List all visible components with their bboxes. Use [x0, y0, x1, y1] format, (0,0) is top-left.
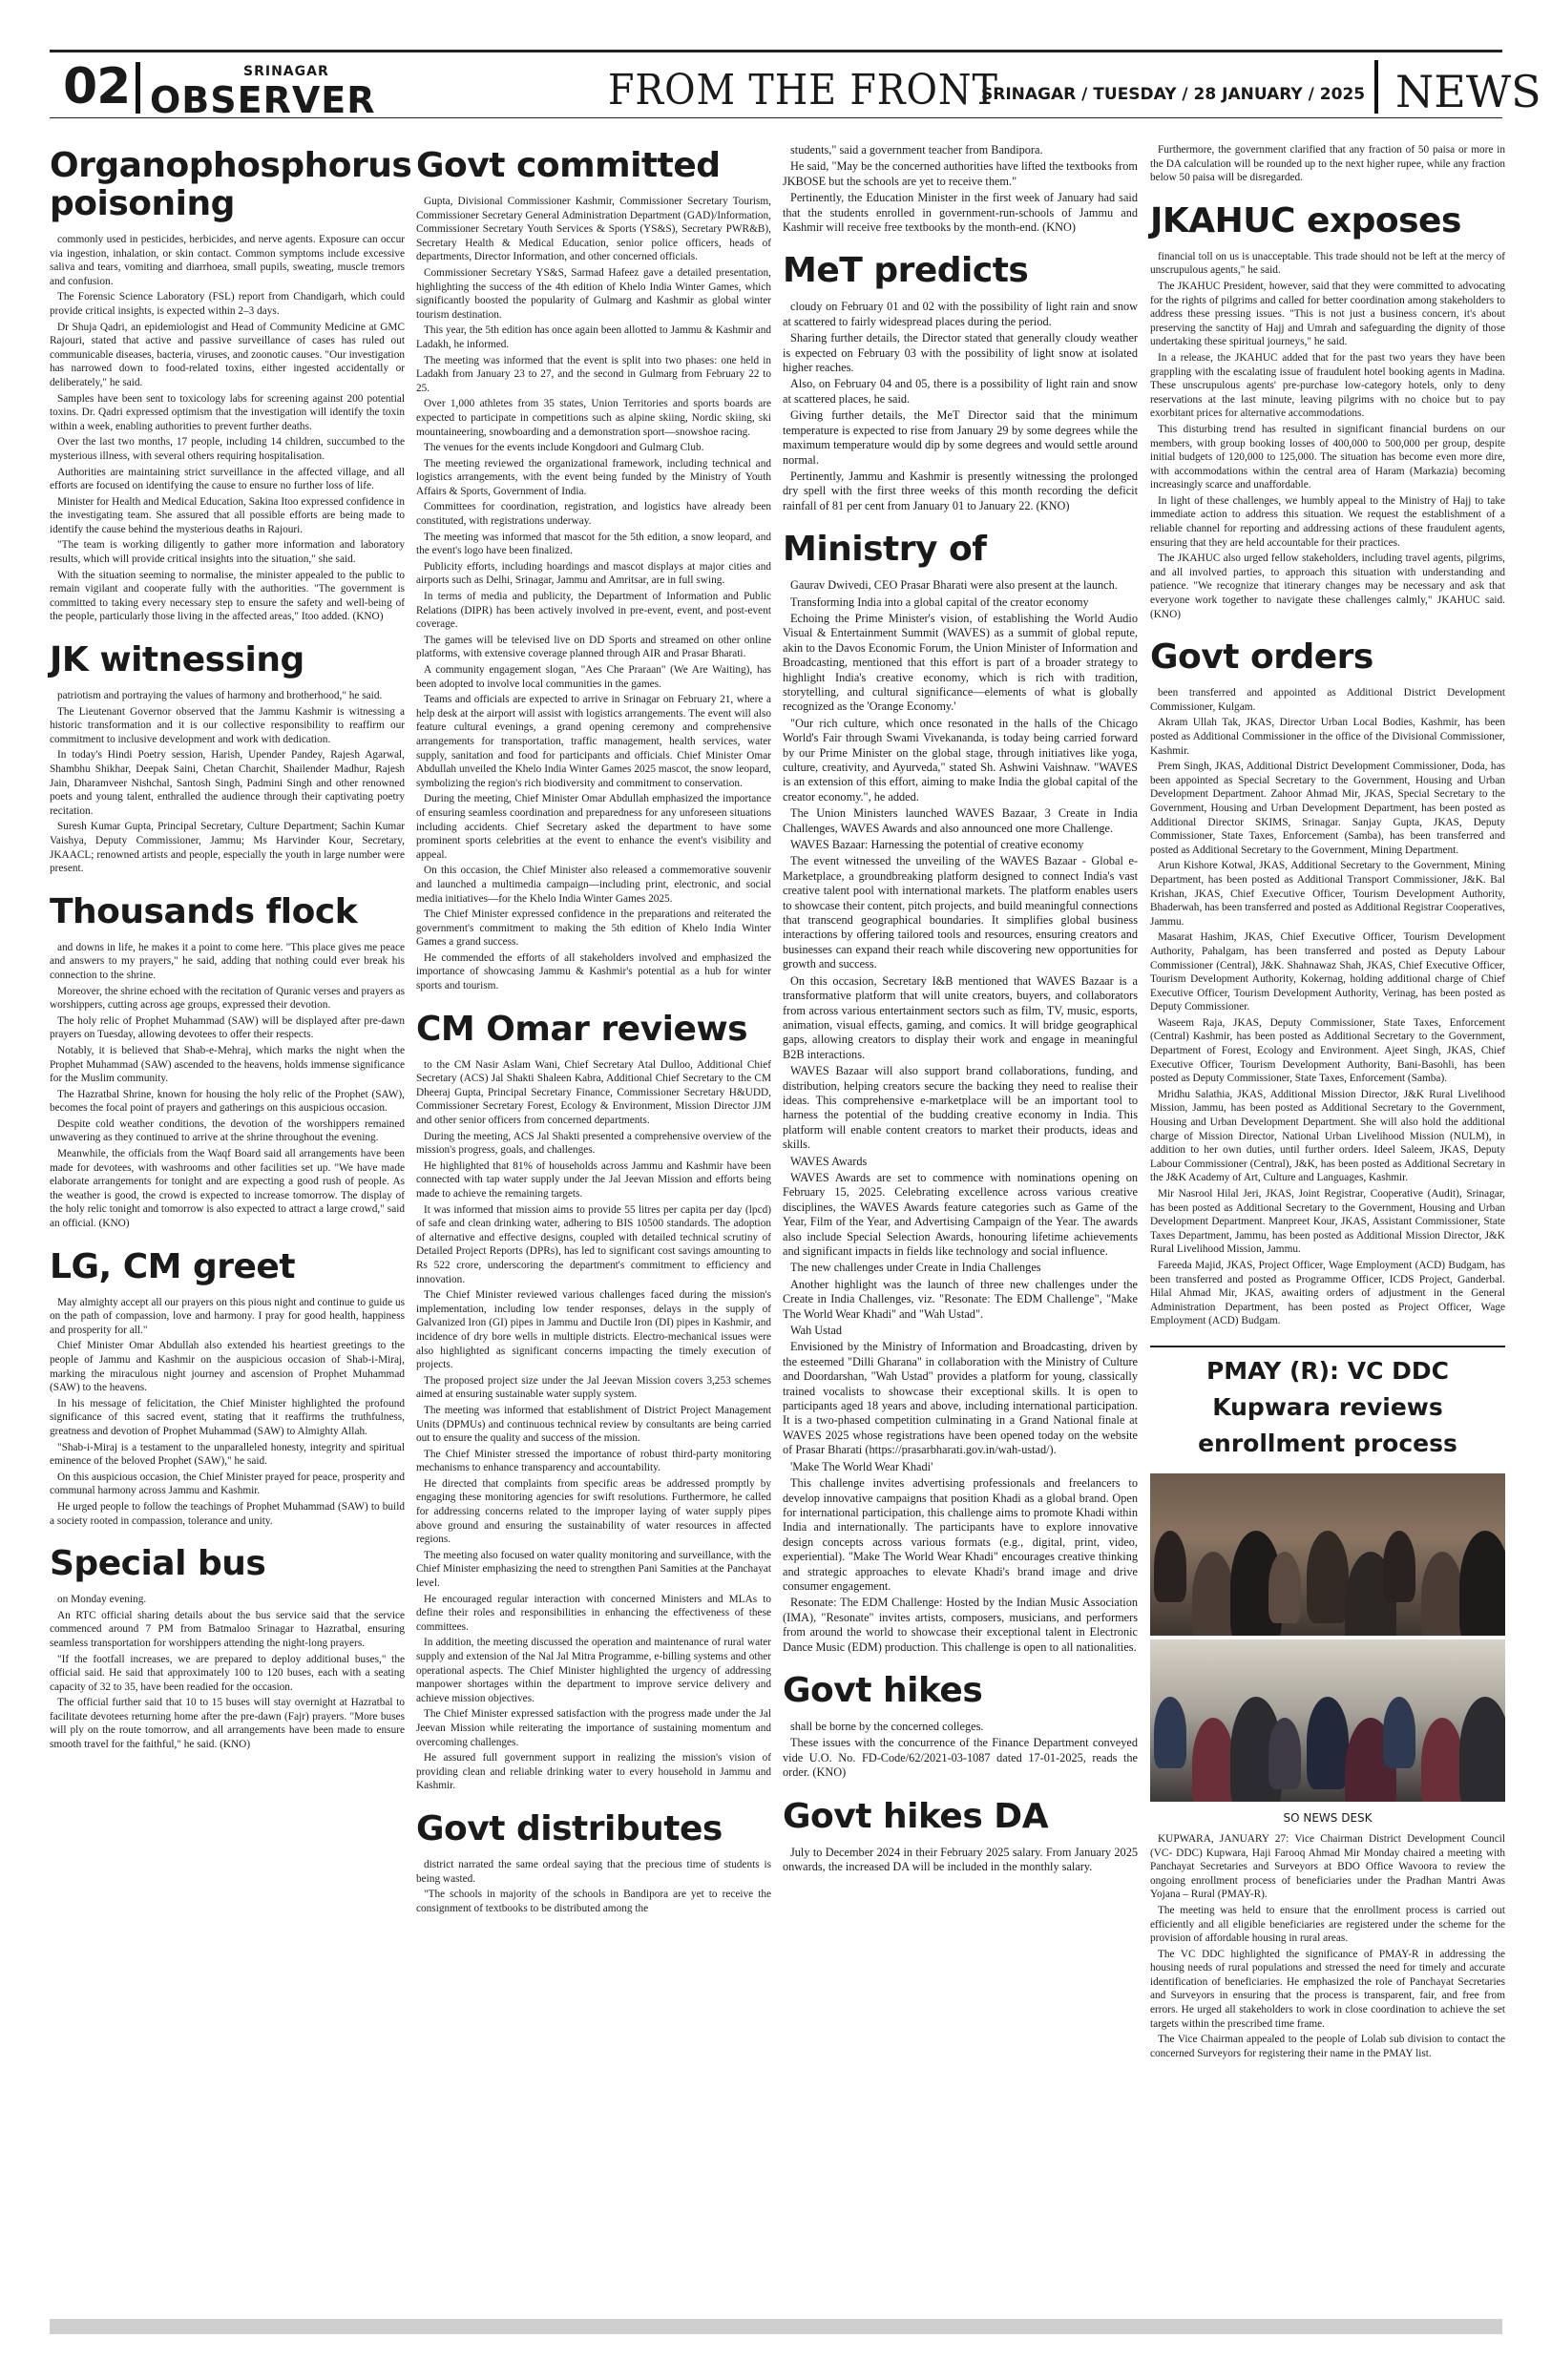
- paragraph: The venues for the events include Kongdoori and Gulmarg Club.: [424, 442, 704, 454]
- footer-bar: [50, 2319, 1502, 2334]
- person-figure: [1383, 1531, 1415, 1602]
- paragraph: patriotism and portraying the values of harmony and brotherhood," he said.: [57, 690, 383, 702]
- person-figure: [1459, 1531, 1505, 1636]
- person-figure: [1421, 1552, 1463, 1636]
- paragraph: "If the footfall increases, we are prepared to deploy additional buses," the official said. He said that approximately 100 to 120 buses, each with a seating capacity of 32 to 35, have been readied for the occasion.: [50, 1653, 405, 1693]
- paragraph: The official further said that 10 to 15 buses will stay overnight at Hazratbal to facilitate devotees returning home after the pre-dawn (Fajr) prayers. "More buses will ply on the route tomorrow, and all arrangements have been made to ensure smooth travel for the faithful," he said. (KNO): [50, 1697, 405, 1751]
- paragraph: Over 1,000 athletes from 35 states, Union Territories and sports boards are expected to participate in competitions such as alpine skiing, Nordic skiing, ski mountaineering, snowboarding and a demonstration sport—snowshoe racing.: [416, 398, 771, 438]
- paragraph: The meeting reviewed the organizational framework, including technical and logistics arrangements, with the event being funded by the Ministry of Youth Affairs & Sports, Government of India.: [416, 457, 771, 497]
- paragraph: In today's Hindi Poetry session, Harish, Upender Pandey, Rajesh Agarwal, Shambhu Shikhar, Deepak Saini, Chetan Charchit, Shailender Madhur, Rajesh Jain, Dharamveer Nishchal, Santosh Singh, Padmini Singh and other renowned poets and young talent, enthralled the audience through their captivating poetry recitation.: [50, 749, 405, 817]
- paragraph: Also, on February 04 and 05, there is a possibility of light rain and snow at scattered places, he said.: [783, 377, 1138, 406]
- story-lg-cm-greet: [50, 1248, 405, 1529]
- paragraph: He highlighted that 81% of households across Jammu and Kashmir have been connected with tap water supply under the Jal Jeevan Mission and efforts being made to achieve the remaining targets.: [416, 1159, 771, 1200]
- paragraph: Moreover, the shrine echoed with the recitation of Quranic verses and prayers as worshippers, cutting across age groups, expressed their devotion.: [50, 985, 405, 1012]
- headline: MeT predicts: [783, 251, 1029, 291]
- paragraph: With the situation seeming to normalise, the minister appealed to the public to remain vigilant and cooperate fully with the authorities. "The government is committed to taking every necessary step to ensure the safety and well-being of the people, particularly those living in the affected areas," Itoo added. (KNO): [50, 569, 405, 623]
- paragraph: Despite cold weather conditions, the devotion of the worshippers remained unwavering as they continued to arrive at the shrine throughout the evening.: [50, 1117, 405, 1144]
- story-special-bus: [50, 1545, 405, 1752]
- paragraph: KUPWARA, JANUARY 27: Vice Chairman District Development Council (VC- DDC) Kupwara, Haji Farooq Ahmad Mir Monday chaired a meeting with Panchayat Secretaries and Surveyors at BDO Office Wavoora to review the ongoing enrollment process of beneficiaries under the Pradhan Mantri Awas Yojana – Rural (PMAY-R).: [1150, 1832, 1505, 1901]
- paragraph: He encouraged regular interaction with concerned Ministers and MLAs to define their roles and responsibilities in enhancing the effectiveness of these committees.: [416, 1593, 771, 1633]
- paragraph: Samples have been sent to toxicology labs for screening against 200 potential toxins. Dr. Qadri expressed optimism that the investigation will identify the toxin within a week, enabling authorities to prevent further deaths.: [50, 392, 405, 432]
- paragraph: Envisioned by the Ministry of Information and Broadcasting, driven by the esteemed "Dilli Gharana" in collaboration with the Ministry of Culture and Doordarshan, "Wah Ustad" provides a platform for young, classically trained vocalists to showcase their exceptional skills. It is open to participants aged 18 years and above, including international participation. It is a two-phased competition culminating in a Grand National finale at WAVES 2025 whose registrations have been opened today on the website of Prasar Bharati (https://prasarbharati.gov.in/wah-ustad/).: [783, 1340, 1138, 1457]
- paragraph: In a release, the JKAHUC added that for the past two years they have been grappling with the escalating issue of fraudulent hotel booking agents in Madina. These unscrupulous agents' pre-purchase low-category hotels, only to deny reservations at the last minute, leaving pilgrims with no choice but to pay exorbitant prices for alternative accommodations.: [1150, 351, 1505, 420]
- story-govt-distributes: [416, 1810, 771, 1915]
- paragraph: On this auspicious occasion, the Chief Minister prayed for peace, prosperity and communal harmony across Jammu and Kashmir.: [50, 1471, 405, 1497]
- headline: JKAHUC exposes: [1150, 200, 1461, 240]
- headline: Thousands flock: [50, 891, 358, 931]
- headline: Ministry of: [783, 530, 987, 570]
- paragraph: Commissioner Secretary YS&S, Sarmad Hafeez gave a detailed presentation, highlighting the success of the 4th edition of Khelo India Winter Games, which significantly boosted the popularity of Gulmarg and Kashmir as global winter tourism destination.: [416, 266, 771, 321]
- headline: LG, CM greet: [50, 1246, 296, 1286]
- column-3: [783, 143, 1138, 1891]
- paragraph: The meeting also focused on water quality monitoring and surveillance, with the Chief Minister emphasizing the need to strengthen Pani Samities at the Panchayat level.: [416, 1549, 771, 1590]
- person-figure: [1268, 1552, 1301, 1623]
- paragraph: He assured full government support in realizing the mission's vision of providing clean and reliable drinking water to every household in Jammu and Kashmir.: [416, 1752, 771, 1792]
- paragraph: Akram Ullah Tak, JKAS, Director Urban Local Bodies, Kashmir, has been posted as Additional Commissioner in the office of the Divisional Commissioner, Kashmir.: [1150, 717, 1505, 757]
- paragraph: Masarat Hashim, JKAS, Chief Executive Officer, Tourism Development Authority, Pahalgam, has been transferred and posted as Deputy Labour Commissioner (Central), J&K. Shahnawaz Shah, JKAS, Chief Executive Officer, Tourism Development Authority, Kokernag, holding additional charge of Chief Executive Officer, Tourism Development Authority, Verinag, has been posted as Deputy Commissioner.: [1150, 931, 1505, 1013]
- paragraph: The event witnessed the unveiling of the WAVES Bazaar - Global e-Marketplace, a groundbreaking platform designed to connect India's vast creative talent pool with international markets. The platform enables users to showcase their content, pitch projects, and build meaningful connections that transcend geographical boundaries. It simplifies global business interactions by offering tailored tools and resources, ensuring creators and businesses can expand their reach while discovering new opportunities for growth and success.: [783, 854, 1138, 971]
- paragraph: Pertinently, Jammu and Kashmir is presently witnessing the prolonged dry spell with the first three weeks of this month recording the deficit rainfall of 81 per cent from January 01 to January 22. (KNO): [783, 469, 1138, 512]
- paragraph: The Forensic Science Laboratory (FSL) report from Chandigarh, which could provide critical insights, is expected within 2–3 days.: [50, 291, 405, 317]
- paragraph: He said, "May be the concerned authorities have lifted the textbooks from JKBOSE but the schools are yet to receive them.": [783, 159, 1138, 188]
- paragraph: Arun Kishore Kotwal, JKAS, Additional Secretary to the Government, Mining Department, has been posted as Additional Transport Commissioner, J&K. Bal Krishan, JKAS, Chief Executive Officer, Tourism Development Authority, Bhaderwah, has been transferred and posted as Additional Registrar Cooperatives, Jammu.: [1150, 860, 1505, 928]
- paragraph: The games will be televised live on DD Sports and streamed on other online platforms, with extensive coverage planned through AIR and Prasar Bharati.: [416, 634, 771, 660]
- logo-city: SRINAGAR: [243, 64, 329, 79]
- paragraph: These issues with the concurrence of the Finance Department conveyed vide U.O. No. FD-Code/62/2021-03-1087 dated 17-01-2025, reads the order. (KNO): [783, 1736, 1138, 1780]
- logo-name: OBSERVER: [150, 79, 376, 121]
- paragraph: He urged people to follow the teachings of Prophet Muhammad (SAW) to build a society rooted in compassion, tolerance and unity.: [50, 1500, 405, 1527]
- paragraph: commonly used in pesticides, herbicides, and nerve agents. Exposure can occur via ingestion, inhalation, or skin contact. Common symptoms include excessive saliva and tears, vomiting and diarrhoea, small pupils, sweating, muscle tremors and confusion.: [50, 234, 405, 287]
- page-number: 02: [63, 58, 131, 115]
- headline: Govt hikes: [783, 1670, 983, 1710]
- paragraph: WAVES Bazaar will also support brand collaborations, funding, and distribution, helping creators secure the backing they need to realise their ideas. This comprehensive e-marketplace will be an important tool to harness the potential of the budding creative economy in India. This platform will enable content creators to market their products, ideas and skills.: [783, 1064, 1138, 1152]
- paragraph: and downs in life, he makes it a point to come here. "This place gives me peace and answers to my prayers," he said, adding that nothing could ever break his connection to the shrine.: [50, 941, 405, 981]
- paragraph: Dr Shuja Qadri, an epidemiologist and Head of Community Medicine at GMC Rajouri, stated that active and passive surveillance of cases has ruled out communicable diseases, bacteria, viruses, and zoonotic causes. "Our investigation has narrowed down to food-related toxins, either ingested accidentally or deliberately," he said.: [50, 321, 405, 388]
- paragraph: Teams and officials are expected to arrive in Srinagar on February 21, where a help desk at the airport will assist with logistics arrangements. The event will also feature cultural evenings, a grand opening ceremony and comprehensive arrangements for transportation, traffic management, health services, water supply, sanitation and food for participants and officials. Chief Minister Omar Abdullah unveiled the Khelo India Winter Games 2025 mascot, the snow leopard, symbolizing the region's rich biodiversity and commitment to conservation.: [416, 694, 771, 789]
- masthead-divider: [136, 62, 140, 114]
- headline: CM Omar reviews: [416, 1009, 748, 1049]
- paragraph: "Shab-i-Miraj is a testament to the unparalleled honesty, integrity and spiritual eminence of the beloved Prophet (SAW)," he said.: [50, 1441, 405, 1468]
- paragraph: Authorities are maintaining strict surveillance in the affected village, and all efforts are focused on identifying the cause to ensure no further loss of life.: [50, 466, 405, 492]
- paragraph: "Our rich culture, which once resonated in the halls of the Chicago World's Fair through Swami Vivekananda, is today being carried forward by our Prime Minister on the global stage, through initiatives like yoga, culture, creativity, and Ayurveda," stated Sh. Ashwini Vaishnaw. "WAVES is an extension of this effort, aiming to make India the global capital of the creator economy.", he added.: [783, 716, 1138, 804]
- paragraph: Meanwhile, the officials from the Waqf Board said all arrangements have been made for devotees, with washrooms and other facilities set up. "We have made elaborate arrangements for tonight and are expecting a good rush of people. As the weather is good, the crowd is expected to increase tomorrow. The display of the holy relic tonight and tomorrow is also expected to attract a large crowd," said an official. (KNO): [50, 1148, 405, 1230]
- paragraph: The holy relic of Prophet Muhammad (SAW) will be displayed after pre-dawn prayers on Tuesday, allowing devotees to offer their respects.: [50, 1014, 405, 1041]
- paragraph: financial toll on us is unacceptable. This trade should not be left at the mercy of unscrupulous agents," he said.: [1150, 250, 1505, 277]
- paragraph: He commended the efforts of all stakeholders involved and emphasized the importance of showcasing Jammu & Kashmir's potential as a hub for winter sports and tourism.: [416, 951, 771, 992]
- paragraph: WAVES Awards are set to commence with nominations opening on February 15, 2025. Celebrating excellence across various creative disciplines, the WAVES Awards feature categories such as Game of the Year, Film of the Year, and Advertising Campaign of the Year. The awards also include Special Selection Awards, honouring lifetime achievements and significant impacts in fields like technology and social influence.: [783, 1170, 1138, 1258]
- paragraph: The Chief Minister expressed satisfaction with the progress made under the Jal Jeevan Mission while reiterating the importance of sustaining momentum and overcoming challenges.: [416, 1708, 771, 1748]
- story-govt-hikes-da: [783, 1798, 1138, 1875]
- person-figure: [1192, 1718, 1234, 1802]
- headline: Govt distributes: [416, 1808, 723, 1848]
- paragraph: July to December 2024 in their February 2025 salary. From January 2025 onwards, the increased DA will be included in the monthly salary.: [783, 1845, 1138, 1873]
- paragraph: In light of these challenges, we humbly appeal to the Ministry of Hajj to take immediate action to address this situation. We request the establishment of a reliable channel for reporting and addressing actions of these fraudulent agents, ensuring that they are held accountable for their practices.: [1150, 494, 1505, 549]
- paragraph: The JKAHUC also urged fellow stakeholders, including travel agents, pilgrims, and all involved parties, to approach this situation with understanding and patience. "We recognize that itinerary changes may be necessary and ask that everyone work together to navigate these challenges calmly," JKAHUC said. (KNO): [1150, 553, 1505, 620]
- paragraph: Gaurav Dwivedi, CEO Prasar Bharati were also present at the launch.: [790, 578, 1118, 593]
- headline: PMAY (R): VC DDC Kupwara reviews enrollment process: [1150, 1346, 1505, 1462]
- story-pmay-r-vc-ddc-kupwara-reviews-enrollment-process: [1150, 1346, 1505, 2061]
- person-figure: [1307, 1697, 1349, 1789]
- paragraph: Publicity efforts, including hoardings and mascot displays at major cities and airports such as Delhi, Srinagar, Jammu and Amritsar, are in full swing.: [416, 560, 771, 587]
- paragraph: Minister for Health and Medical Education, Sakina Itoo expressed confidence in the investigating team. She assured that all possible efforts are being made to identify the cause behind the mysterious deaths in Rajouri.: [50, 495, 405, 535]
- story-govt-orders: [1150, 638, 1505, 1328]
- story-govt-hikes: [783, 1672, 1138, 1781]
- person-figure: [1154, 1697, 1186, 1768]
- paragraph: "The team is working diligently to gather more information and laboratory results, which will provide critical insights into the situation," she said.: [50, 539, 405, 566]
- paragraph: A community engagement slogan, "Aes Che Praraan" (We Are Waiting), has been adopted to involve local communities in the games.: [416, 664, 771, 690]
- story-govt-committed: [416, 147, 771, 993]
- paragraph: Resonate: The EDM Challenge: Hosted by the Indian Music Association (IMA), "Resonate" invites artists, composers, musicians, and performers from around the world to showcase their exceptional talent in Electronic Dance Music (EDM) production. This challenge is open to all nationalities.: [783, 1596, 1138, 1654]
- paragraph: 'Make The World Wear Khadi': [790, 1459, 933, 1473]
- paragraph: WAVES Bazaar: Harnessing the potential of creative economy: [790, 838, 1084, 852]
- paragraph: The Lieutenant Governor observed that the Jammu Kashmir is witnessing a historic transformation and it is our collective responsibility to reaffirm our commitment to inclusive development and work with dedication.: [50, 705, 405, 745]
- paragraph: shall be borne by the concerned colleges.: [790, 1719, 984, 1733]
- person-figure: [1307, 1531, 1349, 1623]
- person-figure: [1154, 1531, 1186, 1602]
- paragraph: This disturbing trend has resulted in significant financial burdens on our members, with group booking losses of 400,000 to 500,000 per group, despite initial budgets of 120,000 to 125,000. The situation has become even more dire, with accommodations within the central area of Haram (Markazia) becoming increasingly scarce and unaffordable.: [1150, 423, 1505, 491]
- paragraph: The Hazratbal Shrine, known for housing the holy relic of the Prophet (SAW), becomes the focal point of prayers and gatherings on this auspicious occasion.: [50, 1088, 405, 1115]
- paragraph: to the CM Nasir Aslam Wani, Chief Secretary Atal Dulloo, Additional Chief Secretary (ACS) Jal Shakti Shaleen Kabra, Additional Chief Secretary to the CM Dheeraj Gupta, Principal Secretary Finance, Commissioner Secretary H&UDD, Commissioner Secretary Forest, Ecology & Environment, Mission Director JJM and other senior officers from concerned departments.: [416, 1058, 771, 1127]
- story-ministry-of: [783, 531, 1138, 1655]
- news-divider: [1374, 60, 1378, 114]
- story-thousands-flock: [50, 893, 405, 1231]
- paragraph: Furthermore, the government clarified that any fraction of 50 paisa or more in the DA calculation will be rounded up to the next higher rupee, while any fraction below 50 paisa will be disregarded.: [1150, 144, 1505, 184]
- paragraph: Pertinently, the Education Minister in the first week of January had said that the students enrolled in government-run-schools of Jammu and Kashmir will receive free textbooks by the month-end. (KNO): [783, 191, 1138, 235]
- paragraph: "The schools in majority of the schools in Bandipora are yet to receive the consignment of textbooks to be distributed among the: [416, 1889, 771, 1914]
- story-organophosphorus-poisoning: [50, 146, 412, 624]
- paragraph: The VC DDC highlighted the significance of PMAY-R in addressing the housing needs of rural populations and stressed the need for timely and accurate identification of beneficiaries. He emphasized the role of Panchayat Secretaries and Surveyors in ensuring that the process is transparent, fair, and free from errors. He urged all stakeholders to work in close coordination to achieve the set targets within the prescribed time frame.: [1150, 1948, 1505, 2030]
- paragraph: The Chief Minister expressed confidence in the preparations and reiterated the government's commitment to making the 5th edition of Khelo India Winter Games a grand success.: [416, 908, 771, 949]
- paragraph: In addition, the meeting discussed the operation and maintenance of rural water supply and extension of the Nal Jal Mitra Programme, e-billing systems and other operational aspects. The Chief Minister highlighted the urgency of addressing manpower shortages within the department to improve service delivery and achieve mission objectives.: [416, 1637, 771, 1704]
- paragraph: Echoing the Prime Minister's vision, of establishing the World Audio Visual & Entertainment Summit (WAVES) as a summit of global repute, akin to the Davos Economic Forum, the Union Minister of Information and Broadcasting, mentioned that this effort is part of a broader strategy to highlight India's creative economy, which is rich with tradition, storytelling, and cultural significance—elements of what is globally recognized as the 'Orange Economy.': [783, 611, 1138, 714]
- story-continued: [1150, 143, 1505, 185]
- paragraph: The JKAHUC President, however, said that they were committed to advocating for the rights of pilgrims and called for better coordination among stakeholders to address these pressing issues. "This is not just a business concern, it's about preserving the sanctity of Hajj and Umrah and safeguarding the dignity of those undertaking these spiritual journeys," he said.: [1150, 280, 1505, 348]
- column-1: [50, 143, 412, 1769]
- byline: SO NEWS DESK: [1283, 1810, 1373, 1825]
- paragraph: Over the last two months, 17 people, including 14 children, succumbed to the mysterious illness, with several others requiring hospitalisation.: [50, 436, 405, 462]
- paragraph: Fareeda Majid, JKAS, Project Officer, Wage Employment (ACD) Budgam, has been transferred and posted as Programme Officer, ICDS Project, Ganderbal. Hilal Ahmad Mir, JKAS, awaiting orders of adjustment in the General Administration Department, has been posted as Project Officer, Wage Employment (ACD) Budgam.: [1150, 1259, 1505, 1327]
- paragraph: In terms of media and publicity, the Department of Information and Public Relations (DIPR) has been actively involved in pre-event, event, and post-event coverage.: [416, 591, 771, 631]
- paragraph: May almighty accept all our prayers on this pious night and continue to guide us on the path of compassion, love and harmony. I pray for good health, happiness and prosperity for all.": [50, 1296, 405, 1336]
- paragraph: district narrated the same ordeal saying that the precious time of students is being wasted.: [416, 1858, 771, 1885]
- paragraph: The meeting was informed that the event is split into two phases: one held in Ladakh from January 23 to 27, and the second in Gulmarg from February 22 to 25.: [416, 354, 771, 394]
- paragraph: been transferred and appointed as Additional District Development Commissioner, Kulgam.: [1150, 687, 1505, 713]
- section-title: FROM THE FRONT: [608, 66, 998, 115]
- story-cm-omar-reviews: [416, 1011, 771, 1793]
- paragraph: students," said a government teacher from Bandipora.: [790, 143, 1043, 157]
- paragraph: Prem Singh, JKAS, Additional District Development Commissioner, Doda, has been appointed as Special Secretary to the Government, Housing and Urban Development Department. Zahoor Ahmad Mir, JKAS, Special Secretary to the Government, Housing and Urban Development Department, has been posted as Additional Director SKIMS, Srinagar. Sanjay Gupta, JKAS, Deputy Commissioner, State Taxes, Enforcement (Samba), has been transferred and posted as Additional Secretary to the Government, Mining Department.: [1150, 761, 1505, 856]
- paragraph: Waseem Raja, JKAS, Deputy Commissioner, State Taxes, Enforcement (Central) Kashmir, has been posted as Additional Secretary to the Government, Department of Forest, Ecology and Environment. Ajeet Singh, JKAS, Chief Executive Officer, Tourism Development Authority, Bani-Basohli, has been posted as Deputy Commissioner, State Taxes, Enforcement (Samba).: [1150, 1016, 1505, 1085]
- headline: Organophosphorus poisoning: [50, 146, 412, 223]
- paragraph: The proposed project size under the Jal Jeevan Mission covers 3,253 schemes aimed at ensuring sustainable water supply system.: [416, 1374, 771, 1401]
- dateline: SRINAGAR / TUESDAY / 28 JANUARY / 2025: [981, 85, 1366, 104]
- paragraph: It was informed that mission aims to provide 55 litres per capita per day (lpcd) of safe and clean drinking water, adhering to BIS 10500 standards. The adoption of alternative and effective designs, coupled with detailed technical scrutiny of Detailed Project Reports (DPRs), has led to significant cost savings amounting to Rs 522 crore, underscoring the department's commitment to efficiency and innovation.: [416, 1203, 771, 1285]
- paragraph: During the meeting, Chief Minister Omar Abdullah emphasized the importance of ensuring seamless coordination and preparedness for any unforeseen situations including accidents. Chief Secretary asked the department to have some prominent sports celebrities at the event to enhance the event's visibility and appeal.: [416, 793, 771, 861]
- masthead: [50, 50, 1541, 121]
- paragraph: He directed that complaints from specific areas be addressed promptly by engaging these monitoring agencies for swift resolutions. Furthermore, he called for addressing concerns related to the improper laying of water supply pipes above ground and ensuring the sustainability of water resources in affected regions.: [416, 1477, 771, 1546]
- paragraph: Another highlight was the launch of three new challenges under the Create in India Challenges, viz. "Resonate: The EDM Challenge", "Make The World Wear Khadi" and "Wah Ustad".: [783, 1277, 1138, 1321]
- person-figure: [1192, 1552, 1234, 1636]
- person-figure: [1421, 1718, 1463, 1802]
- paragraph: Notably, it is believed that Shab-e-Mehraj, which marks the night when the Prophet Muhammad (SAW) ascended to the heavens, holds immense significance for the Muslim community.: [50, 1044, 405, 1085]
- paragraph: This year, the 5th edition has once again been allotted to Jammu & Kashmir and Ladakh, he informed.: [416, 324, 771, 350]
- paragraph: The Union Ministers launched WAVES Bazaar, 3 Create in India Challenges, WAVES Awards and also announced one more Challenge.: [783, 806, 1138, 835]
- section-label: NEWS: [1395, 66, 1541, 117]
- paragraph: The meeting was informed that establishment of District Project Management Units (DPMUs) and continuous technical review by consultants are being carried out to ensure the quality and success of the mission.: [416, 1404, 771, 1445]
- paragraph: The new challenges under Create in India Challenges: [790, 1261, 1041, 1275]
- paragraph: In his message of felicitation, the Chief Minister highlighted the profound significance of this sacred event, stating that it reaffirms the truthfulness, greatness and devotion of Prophet Muhammad (SAW) to Almighty Allah.: [50, 1397, 405, 1437]
- paragraph: Wah Ustad: [790, 1324, 842, 1338]
- paragraph: Transforming India into a global capital of the creator economy: [790, 595, 1089, 609]
- paragraph: WAVES Awards: [790, 1154, 868, 1168]
- paragraph: on Monday evening.: [57, 1594, 147, 1606]
- paragraph: On this occasion, the Chief Minister also released a commemorative souvenir and launched a multimedia campaign—including print, electronic, and social media initiatives—for the Khelo India Winter Games 2025.: [416, 865, 771, 905]
- paragraph: Chief Minister Omar Abdullah also extended his heartiest greetings to the people of Jammu and Kashmir on the auspicious occasion of Shab-i-Miraj, marking the miraculous night journey and ascension of Prophet Muhammad (SAW) to the heavens.: [50, 1340, 405, 1394]
- headline: Govt orders: [1150, 637, 1373, 678]
- meeting-photo: [1150, 1639, 1505, 1802]
- paragraph: An RTC official sharing details about the bus service said that the service commenced around 7 PM from Batmaloo Srinagar to Hazratbal, ensuring seamless transportation for worshippers attending the night-long prayers.: [50, 1609, 405, 1649]
- story-continued: [783, 143, 1138, 235]
- paragraph: The Chief Minister stressed the importance of robust third-party monitoring mechanisms to enhance transparency and accountability.: [416, 1448, 771, 1474]
- paragraph: Committees for coordination, registration, and logistics have already been constituted, with registrations underway.: [416, 501, 771, 528]
- story-jk-witnessing: [50, 641, 405, 876]
- person-figure: [1459, 1697, 1505, 1802]
- person-figure: [1268, 1718, 1301, 1789]
- paragraph: Mridhu Salathia, JKAS, Additional Mission Director, J&K Rural Livelihood Mission, Jammu, has been posted as Additional Secretary to the Government, Housing and Urban Development Department. She will also hold the additional charge of Mission Director, National Urban Livelihood Mission (NULM), in addition to her own duties, until further orders. Ideel Saleem, JKAS, Deputy Labour Commissioner (Central), J&K, has been posted as Additional Secretary in the J&K Academy of Art, Culture and Languages, Kashmir.: [1150, 1088, 1505, 1184]
- column-2: [416, 143, 771, 1932]
- column-4: [1150, 143, 1505, 2077]
- paragraph: During the meeting, ACS Jal Shakti presented a comprehensive overview of the mission's progress, goals, and challenges.: [416, 1130, 771, 1157]
- paragraph: The Vice Chairman appealed to the people of Lolab sub division to contact the concerned Surveyors for registering their name in the PMAY list.: [1150, 2034, 1505, 2059]
- story-jkahuc-exposes: [1150, 202, 1505, 621]
- paragraph: The meeting was informed that mascot for the 5th edition, a snow leopard, and the event's logo have been finalized.: [416, 531, 771, 557]
- paragraph: The meeting was held to ensure that the enrollment process is carried out efficiently and all eligible beneficiaries are registered under the scheme for the provision of affordable housing in rural areas.: [1150, 1904, 1505, 1945]
- paragraph: The Chief Minister reviewed various challenges faced during the mission's implementation, including low tender responses, delays in the supply of Galvanized Iron (GI) pipes in Jammu and Ductile Iron (DI) pipes in Kashmir, and incidence of dry bore wells in multiple districts. Electro-mechanical issues were also highlighted as significant concerns impacting the timely execution of projects.: [416, 1289, 771, 1371]
- paragraph: Sharing further details, the Director stated that generally cloudy weather is expected on February 03 with the possibility of light snow at isolated higher reaches.: [783, 331, 1138, 375]
- paragraph: This challenge invites advertising professionals and freelancers to develop innovative campaigns that position Khadi as a global brand. Open for international participation, this challenge aims to promote Khadi within India and internationally. The participants have to explore innovative design concepts across various formats (e.g., digital, print, video, experiential). "Make The World Wear Khadi" encourages creative thinking and strategic approaches to elevate Khadi's brand image and drive consumer engagement.: [783, 1476, 1138, 1593]
- paragraph: Mir Nasrool Hilal Jeri, JKAS, Joint Registrar, Cooperative (Audit), Srinagar, has been posted as Additional Secretary to the Government, Housing and Urban Development Department. Manpreet Kour, JKAS, Assistant Commissioner, State Taxes Department, Jammu, has been posted as Additional Mission Director, J&K Rural Livelihood Mission, Jammu.: [1150, 1188, 1505, 1256]
- paragraph: Giving further details, the MeT Director said that the minimum temperature is expected to rise from January 29 by some degrees while the maximum temperature would dip by some degrees and would settle around normal.: [783, 408, 1138, 467]
- paragraph: On this occasion, Secretary I&B mentioned that WAVES Bazaar is a transformative platform that will unite creators, buyers, and collaborators from across various entertainment sectors such as film, TV, music, esports, animation, visual effects, gaming, and comics. It will bridge geographical gaps, allowing creators to display their work and engage in meaningful B2B interactions.: [783, 973, 1138, 1061]
- paragraph: Suresh Kumar Gupta, Principal Secretary, Culture Department; Sachin Kumar Vaishya, Deputy Commissioner, Jammu; Ms Harvinder Kour, Secretary, JKAACL; renowned artists and people, especially the youth in large number were present.: [50, 821, 405, 875]
- headline: Govt hikes DA: [783, 1796, 1049, 1836]
- person-figure: [1383, 1697, 1415, 1768]
- meeting-photo: [1150, 1473, 1505, 1636]
- story-met-predicts: [783, 252, 1138, 513]
- headline: Special bus: [50, 1544, 266, 1584]
- paragraph: cloudy on February 01 and 02 with the possibility of light rain and snow at scattered to fairly widespread places during the period.: [783, 300, 1138, 328]
- news-photos: [1150, 1473, 1505, 1802]
- headline: JK witnessing: [50, 640, 304, 680]
- headline: Govt committed: [416, 146, 721, 185]
- paragraph: Gupta, Divisional Commissioner Kashmir, Commissioner Secretary Tourism, Commissioner Secretary General Administration Department (GAD)/Information, Commissioner Secretary Youth Services & Sports (YS&S), Secretary PWR&B), Secretary Health & Medical Education, senior police officers, heads of departments, Director Information, and other concerned officials.: [416, 196, 771, 263]
